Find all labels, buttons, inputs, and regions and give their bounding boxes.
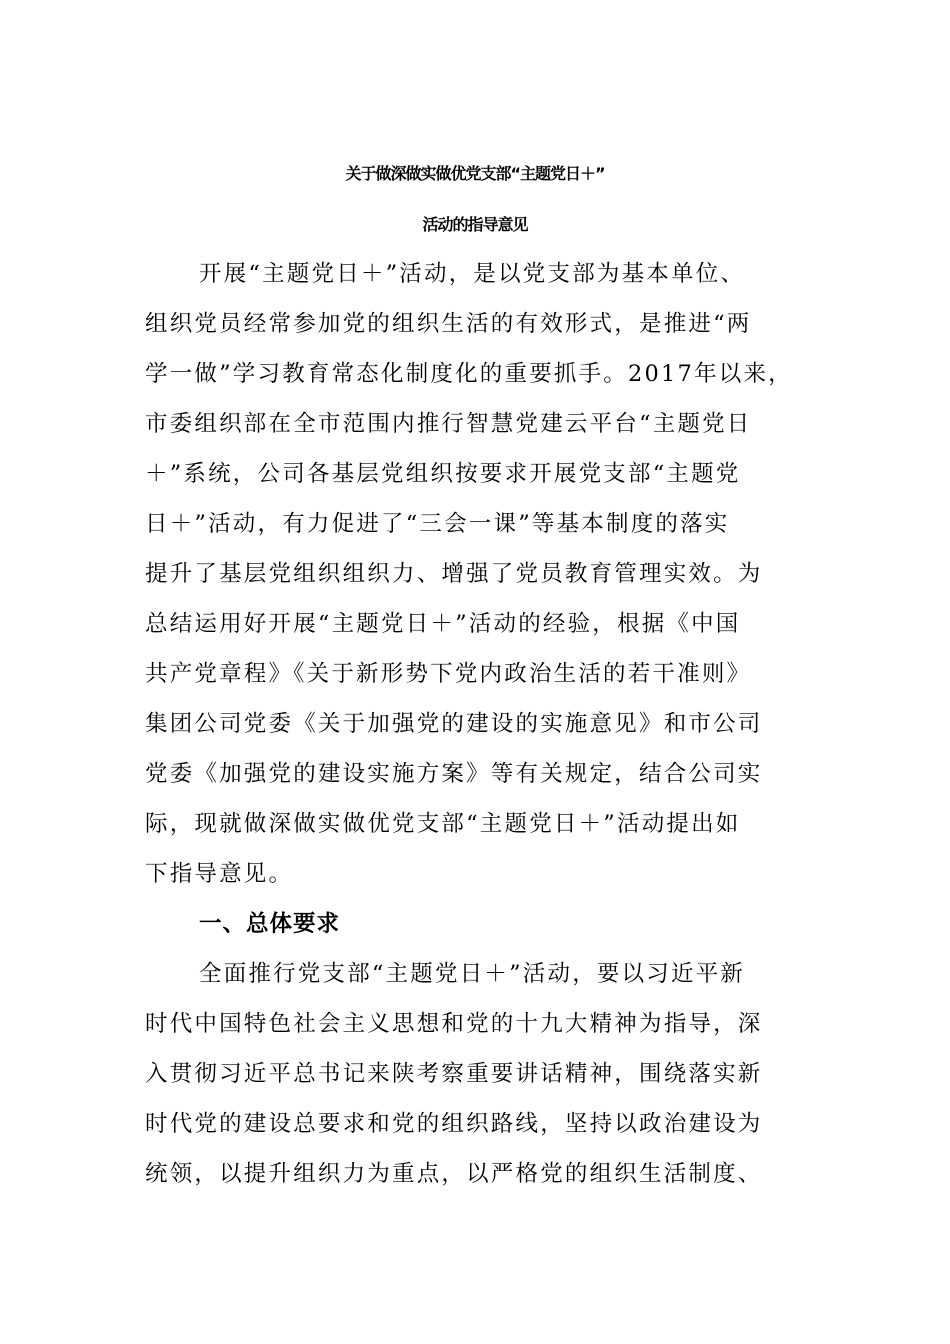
paragraph-1-line: 际，现就做深做实做优党支部“主题党日＋”活动提出如 — [145, 811, 741, 837]
paragraph-1-line: 日＋”活动，有力促进了“三会一课”等基本制度的落实 — [145, 511, 730, 537]
paragraph-1-line: 党委《加强党的建设实施方案》等有关规定，结合公司实 — [145, 761, 763, 787]
paragraph-2-line: 时代党的建设总要求和党的组织路线，坚持以政治建设为 — [145, 1111, 763, 1137]
paragraph-1-line: ＋”系统，公司各基层党组织按要求开展党支部“主题党 — [145, 461, 741, 487]
document-title-line-2: 活动的指导意见 — [422, 215, 528, 234]
paragraph-1-line: 集团公司党委《关于加强党的建设的实施意见》和市公司 — [145, 711, 763, 737]
paragraph-1-line: 总结运用好开展“主题党日＋”活动的经验，根据《中国 — [145, 611, 741, 637]
paragraph-2-line: 统领，以提升组织力为重点，以严格党的组织生活制度、 — [145, 1161, 763, 1187]
paragraph-1-line: 提升了基层党组织组织力、增强了党员教育管理实效。为 — [145, 561, 763, 587]
document-title-line-1: 关于做深做实做优党支部“主题党日＋” — [345, 164, 605, 183]
paragraph-1-line: 开展“主题党日＋”活动，是以党支部为基本单位、 — [199, 261, 746, 287]
section-heading: 一、总体要求 — [199, 911, 341, 937]
paragraph-2-line: 全面推行党支部“主题党日＋”活动，要以习近平新 — [199, 961, 746, 987]
paragraph-1-line: 下指导意见。 — [145, 861, 294, 887]
paragraph-1-line: 市委组织部在全市范围内推行智慧党建云平台“主题党日 — [145, 411, 752, 437]
paragraph-1-line: 组织党员经常参加党的组织生活的有效形式，是推进“两 — [145, 311, 752, 337]
paragraph-1-line: 共产党章程》《关于新形势下党内政治生活的若干准则》 — [145, 661, 752, 687]
paragraph-1-line: 学一做”学习教育常态化制度化的重要抓手。2017年以来， — [145, 361, 793, 387]
paragraph-2-line: 时代中国特色社会主义思想和党的十九大精神为指导，深 — [145, 1011, 763, 1037]
paragraph-2-line: 入贯彻习近平总书记来陕考察重要讲话精神，围绕落实新 — [145, 1061, 763, 1087]
